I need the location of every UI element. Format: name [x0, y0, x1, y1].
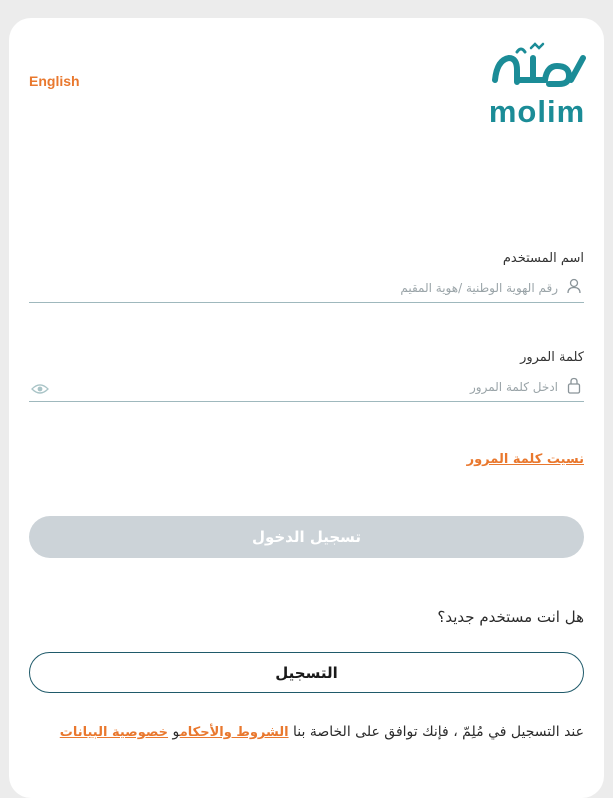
- molim-logo-mark: [487, 36, 587, 94]
- password-input[interactable]: [59, 375, 560, 399]
- terms-notice: [53, 720, 584, 745]
- terms-text: عند التسجيل في مُلِمّ ، فإنك توافق على الخاصة بنا: [293, 724, 584, 740]
- terms-conjunction: و: [172, 724, 180, 740]
- password-field: [29, 371, 584, 402]
- username-field: [29, 272, 584, 303]
- new-user-prompt: هل انت مستخدم جديد؟: [437, 608, 584, 626]
- language-toggle[interactable]: English: [29, 73, 80, 89]
- username-label: اسم المستخدم: [502, 251, 584, 266]
- molim-logo: [487, 36, 587, 142]
- terms-link[interactable]: الشروط والأحكام: [179, 725, 289, 740]
- password-label: كلمة المرور: [520, 350, 584, 365]
- login-card: [9, 18, 604, 798]
- register-button[interactable]: التسجيل: [29, 652, 584, 693]
- logo-wordmark: molim: [488, 94, 586, 129]
- login-button[interactable]: تسجيل الدخول: [29, 516, 584, 558]
- forgot-password-link[interactable]: نسيت كلمة المرور: [466, 452, 584, 467]
- username-input[interactable]: [59, 276, 560, 300]
- privacy-link[interactable]: خصوصية البيانات: [59, 725, 169, 740]
- user-icon: [566, 278, 582, 298]
- lock-icon: [566, 377, 582, 398]
- show-password-eye-icon[interactable]: [31, 380, 49, 399]
